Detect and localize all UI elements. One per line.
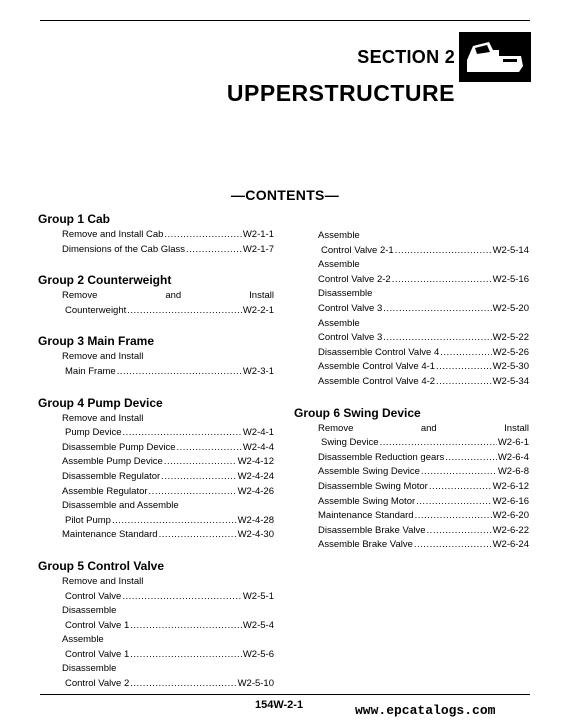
toc-entry[interactable]: Swing Device ..... W2-6-1 — [294, 436, 529, 451]
top-rule — [40, 20, 530, 21]
toc-entry[interactable]: Assemble Brake Valve ..... W2-6-24 — [294, 538, 529, 553]
toc-entry[interactable]: Dimensions of the Cab Glass ..... W2-1-7 — [38, 243, 274, 258]
toc-entry-label: Remove and Install — [62, 351, 144, 363]
toc-entry-label: Remove and Install — [62, 290, 274, 302]
toc-entry[interactable]: Control Valve 1 ..... W2-5-6 — [38, 648, 274, 663]
toc-entry[interactable]: Control Valve 3 ..... W2-5-22 — [294, 331, 529, 346]
toc-entry[interactable]: Maintenance Standard ..... W2-4-30 — [38, 528, 274, 543]
excavator-upperstructure-icon — [459, 32, 531, 82]
toc-entry[interactable]: Pump Device ..... W2-4-1 — [38, 426, 274, 441]
group-title: Group 3 Main Frame — [38, 334, 155, 349]
toc-entry[interactable]: Disassemble Regulator ..... W2-4-24 — [38, 470, 274, 485]
toc-entry-label: Assemble — [318, 317, 360, 329]
toc-entry[interactable]: Disassemble Brake Valve ..... W2-6-22 — [294, 524, 529, 539]
toc-entry[interactable]: Control Valve 2 ..... W2-5-10 — [38, 677, 274, 692]
toc-entry-label: Disassemble and Assemble — [62, 500, 179, 512]
toc-entry[interactable]: Counterweight ..... W2-2-1 — [38, 304, 274, 319]
toc-entry[interactable]: Disassemble Pump Device ..... W2-4-4 — [38, 441, 274, 456]
group-title: Group 1 Cab — [38, 212, 111, 226]
watermark-url[interactable]: www.epcatalogs.com — [355, 703, 496, 718]
section-label: SECTION 2 — [357, 47, 455, 67]
toc-entry-label: Remove and Install — [62, 575, 144, 587]
toc-entry[interactable]: Remove and Install Cab ..... W2-1-1 — [38, 228, 274, 243]
group-title: Group 6 Swing Device — [294, 405, 421, 420]
toc-entry[interactable]: Assemble Swing Motor ..... W2-6-16 — [294, 495, 529, 510]
page-number: 154W-2-1 — [255, 699, 304, 711]
toc-entry-label: Disassemble — [62, 663, 117, 675]
group-title: Group 2 Counterweight — [38, 273, 172, 288]
toc-entry-label: Assemble — [318, 230, 360, 241]
toc-entry[interactable]: Assemble Control Valve 4-1 ..... W2-5-30 — [294, 360, 529, 375]
toc-entry[interactable]: Control Valve 2-2 ..... W2-5-16 — [294, 273, 529, 288]
toc-entry[interactable]: Assemble Swing Device ..... W2-6-8 — [294, 465, 529, 480]
toc-entry[interactable]: Control Valve 1 ..... W2-5-4 — [38, 619, 274, 634]
toc-entry-label: Remove and Install — [62, 412, 144, 424]
contents-title: —CONTENTS— — [231, 187, 339, 203]
toc-entry-label: Disassemble — [62, 605, 117, 617]
toc-right-column — [294, 229, 529, 553]
toc-entry[interactable]: Assemble Regulator ..... W2-4-26 — [38, 485, 274, 500]
toc-entry[interactable]: Control Valve 2-1 ..... W2-5-14 — [294, 244, 529, 259]
bottom-rule — [40, 694, 530, 695]
toc-entry[interactable]: Pilot Pump ..... W2-4-28 — [38, 514, 274, 529]
toc-left-column — [38, 211, 274, 692]
group-title: Group 4 Pump Device — [38, 395, 163, 410]
toc-entry[interactable]: Control Valve 3 ..... W2-5-20 — [294, 302, 529, 317]
toc-entry-label: Assemble — [318, 259, 360, 271]
toc-entry[interactable]: Main Frame ..... W2-3-1 — [38, 365, 274, 380]
section-title: UPPERSTRUCTURE — [226, 80, 455, 106]
toc-entry[interactable]: Assemble Pump Device ..... W2-4-12 — [38, 455, 274, 470]
toc-entry[interactable]: Assemble Control Valve 4-2 ..... W2-5-34 — [294, 375, 529, 390]
toc-entry-label: Remove and Install — [318, 422, 529, 434]
toc-entry[interactable]: Disassemble Reduction gears ..... W2-6-4 — [294, 451, 529, 466]
toc-entry[interactable]: Disassemble Control Valve 4 ..... W2-5-26 — [294, 346, 529, 361]
toc-entry[interactable]: Control Valve ..... W2-5-1 — [38, 590, 274, 605]
toc-entry-label: Assemble — [62, 634, 104, 646]
toc-entry-label: Disassemble — [318, 288, 373, 300]
toc-entry[interactable]: Disassemble Swing Motor ..... W2-6-12 — [294, 480, 529, 495]
toc-entry[interactable]: Maintenance Standard ..... W2-6-20 — [294, 509, 529, 524]
group-title: Group 5 Control Valve — [38, 558, 165, 573]
